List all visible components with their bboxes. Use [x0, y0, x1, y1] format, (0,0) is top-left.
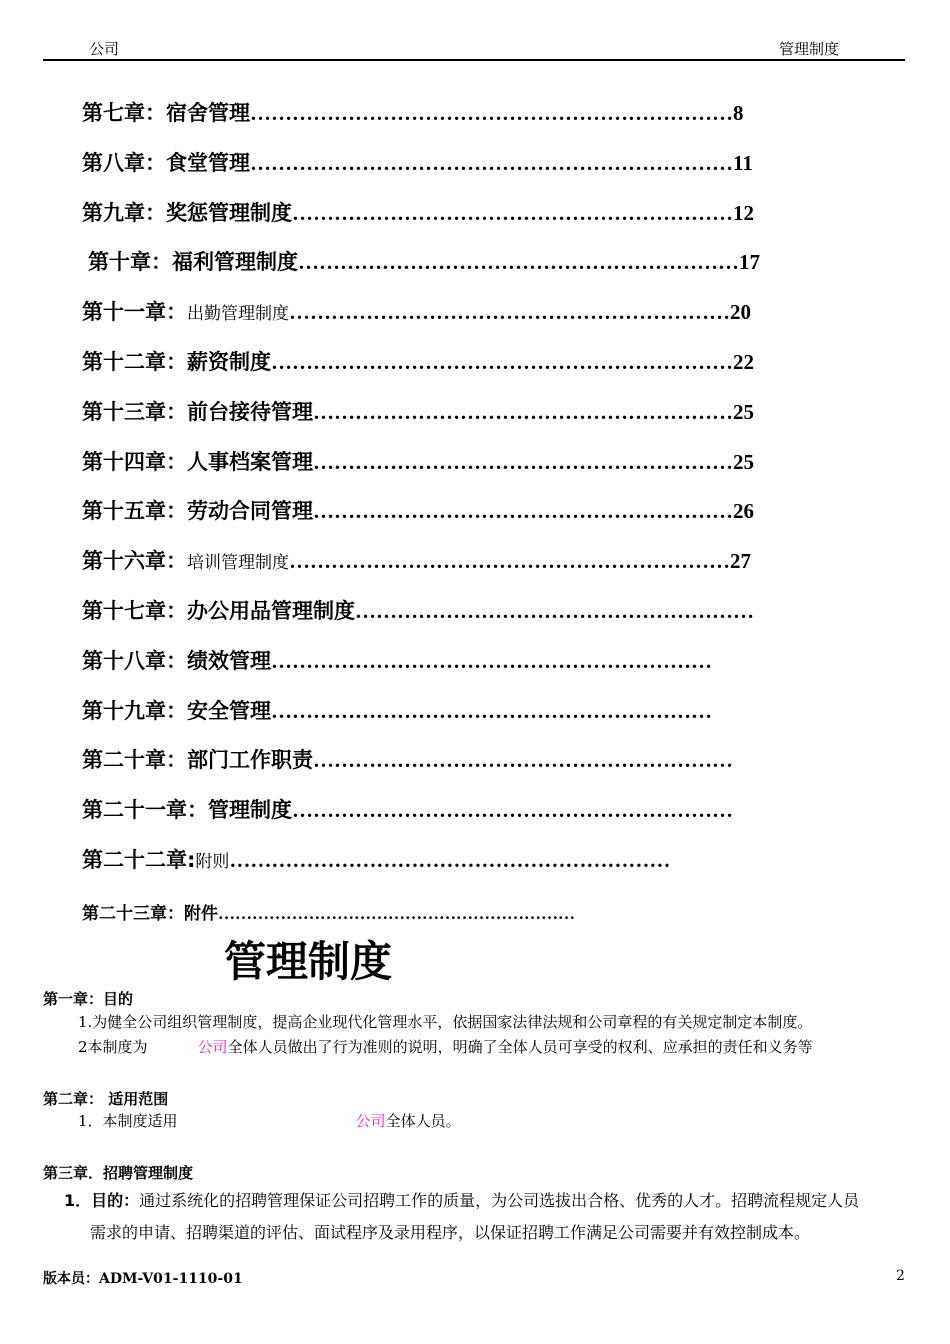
toc-page-number: 27: [730, 549, 751, 574]
toc-leader-dots: ………………………………………………………: [298, 250, 739, 275]
toc-chapter-number: 第十六章：: [82, 549, 187, 574]
toc-entry[interactable]: [82, 795, 733, 825]
toc-leader-dots: …………………………………………………: [355, 599, 754, 623]
toc-leader-dots: ………………………………………………………: [292, 200, 733, 225]
toc-chapter-number: 第十五章：: [82, 499, 187, 524]
toc-page-number: 22: [733, 350, 754, 374]
toc-page-number: 25: [733, 399, 754, 424]
toc-entry[interactable]: [82, 297, 751, 327]
purpose-paragraph-1: 1.为健全公司组织管理制度，提高企业现代化管理水平，依据国家法律法规和公司章程的有关规定制定本制度。: [78, 1013, 813, 1031]
toc-chapter-title: 安全管理: [187, 698, 271, 723]
scope-p1-rest: 全体人员。: [385, 1112, 461, 1130]
toc-entry[interactable]: [82, 596, 754, 626]
toc-entry[interactable]: [82, 198, 754, 228]
toc-entry[interactable]: [82, 696, 712, 726]
toc-page-number: 11: [733, 150, 753, 175]
recruitment-item-1-continued: 需求的申请、招聘渠道的评估、面试程序及录用程序，以保证招聘工作满足公司需要并有效控制成本。: [90, 1223, 811, 1242]
toc-chapter-title: 管理制度: [208, 798, 292, 823]
toc-chapter-title: 绩效管理: [187, 648, 271, 673]
toc-chapter-number: 第十二章：: [82, 350, 187, 374]
toc-chapter-number: 第十九章：: [82, 698, 187, 723]
toc-leader-dots: ………………………………………………………: [289, 300, 730, 325]
toc-entry[interactable]: [88, 247, 760, 277]
toc-chapter-title: 食堂管理: [166, 150, 250, 175]
section-title-purpose: 第一章：目的: [43, 990, 134, 1008]
item-number: 1．: [64, 1191, 92, 1210]
toc-chapter-title: 宿舍管理: [166, 101, 250, 125]
toc-leader-dots: ……………………………………………………………: [250, 101, 733, 125]
toc-chapter-number: 第十八章：: [82, 648, 187, 673]
toc-leader-dots: ………………………………………………………: [271, 698, 712, 723]
toc-entry[interactable]: [82, 148, 753, 178]
page-number: 2: [896, 1268, 905, 1284]
toc-chapter-number: 第二十章：: [82, 748, 187, 773]
toc-chapter-title: 福利管理制度: [172, 250, 298, 275]
toc-chapter-title: 附件: [184, 903, 218, 924]
section-title-recruitment: 第三章．招聘管理制度: [43, 1164, 194, 1182]
toc-leader-dots: ………………………………………………………: [271, 648, 712, 673]
version-label: 版本员：ADM-V01-1110-01: [43, 1271, 243, 1287]
toc-leader-dots: ……………………………………………………: [313, 449, 733, 474]
purpose-p2-rest: 全体人员做出了行为准则的说明，明确了全体人员可享受的权利、应承担的责任和义务等: [227, 1038, 813, 1056]
toc-chapter-number: 第二十三章：: [82, 903, 184, 924]
toc-entry[interactable]: [82, 646, 712, 676]
toc-entry[interactable]: [82, 347, 754, 377]
toc-chapter-title: 附则: [195, 852, 230, 872]
toc-leader-dots: ……………………………………………………: [313, 399, 733, 424]
toc-chapter-number: 第十一章：: [82, 300, 187, 325]
toc-leader-dots: ……………………………………………………: [313, 499, 733, 524]
toc-entry[interactable]: [82, 845, 670, 875]
toc-chapter-number: 第十四章：: [82, 449, 187, 474]
toc-chapter-number: 第七章：: [82, 101, 166, 125]
purpose-p2-prefix: 2本制度为: [78, 1038, 148, 1056]
toc-entry[interactable]: [82, 397, 754, 427]
toc-entry[interactable]: [82, 745, 733, 775]
toc-leader-dots: ……………………………………………………: [313, 748, 733, 773]
toc-entry[interactable]: [82, 98, 744, 128]
item-text-line-1: 通过系统化的招聘管理保证公司招聘工作的质量，为公司选拔出合格、优秀的人才。招聘流程规定人员: [139, 1191, 860, 1210]
toc-page-number: 20: [730, 300, 751, 325]
toc-entry[interactable]: [82, 496, 754, 526]
toc-entry[interactable]: [82, 447, 754, 477]
purpose-paragraph-2: [78, 1036, 813, 1058]
toc-page-number: 8: [733, 101, 744, 125]
toc-chapter-number: 第二十二章:: [82, 848, 196, 872]
toc-chapter-number: 第九章：: [82, 200, 166, 225]
header-company: 公司: [89, 40, 120, 58]
toc-chapter-title: 人事档案管理: [187, 449, 313, 474]
toc-chapter-title: 薪资制度: [187, 350, 271, 374]
toc-leader-dots: …………………………………………………………: [271, 350, 733, 374]
toc-chapter-number: 第十七章：: [82, 599, 187, 623]
toc-chapter-title: 出勤管理制度: [187, 304, 289, 325]
scope-p1-prefix: 1．本制度适用: [78, 1112, 178, 1130]
toc-page-number: 17: [739, 250, 760, 275]
toc-leader-dots: ……………………………………………………………: [250, 150, 733, 175]
toc-entry[interactable]: [82, 899, 575, 929]
page-header: [43, 38, 905, 61]
toc-leader-dots: ………………………………………………………: [218, 903, 575, 923]
toc-chapter-number: 第二十一章：: [82, 798, 208, 823]
scope-paragraph-1: [78, 1110, 461, 1132]
recruitment-item-1: [64, 1190, 859, 1212]
section-title-scope: 第二章： 适用范围: [43, 1090, 169, 1108]
toc-entry[interactable]: [82, 546, 751, 576]
toc-leader-dots: ………………………………………………………: [229, 848, 671, 872]
toc-chapter-number: 第十章：: [88, 250, 172, 275]
toc-chapter-title: 部门工作职责: [187, 748, 313, 773]
toc-chapter-number: 第八章：: [82, 150, 166, 175]
toc-chapter-title: 办公用品管理制度: [187, 599, 355, 623]
toc-page-number: 26: [733, 499, 754, 524]
company-placeholder: 公司: [355, 1112, 386, 1130]
toc-page-number: 12: [733, 200, 754, 225]
toc-chapter-title: 劳动合同管理: [187, 499, 313, 524]
toc-chapter-title: 培训管理制度: [187, 553, 289, 574]
document-title: 管理制度: [224, 937, 393, 986]
toc-leader-dots: ………………………………………………………: [289, 549, 730, 574]
company-placeholder: 公司: [197, 1038, 228, 1056]
toc-page-number: 25: [733, 449, 754, 474]
toc-chapter-number: 第十三章：: [82, 399, 187, 424]
toc-chapter-title: 奖惩管理制度: [166, 200, 292, 225]
header-doc-title: 管理制度: [778, 40, 839, 58]
toc-chapter-title: 前台接待管理: [187, 399, 313, 424]
item-label: 目的：: [91, 1191, 140, 1210]
toc-leader-dots: ………………………………………………………: [292, 798, 733, 823]
